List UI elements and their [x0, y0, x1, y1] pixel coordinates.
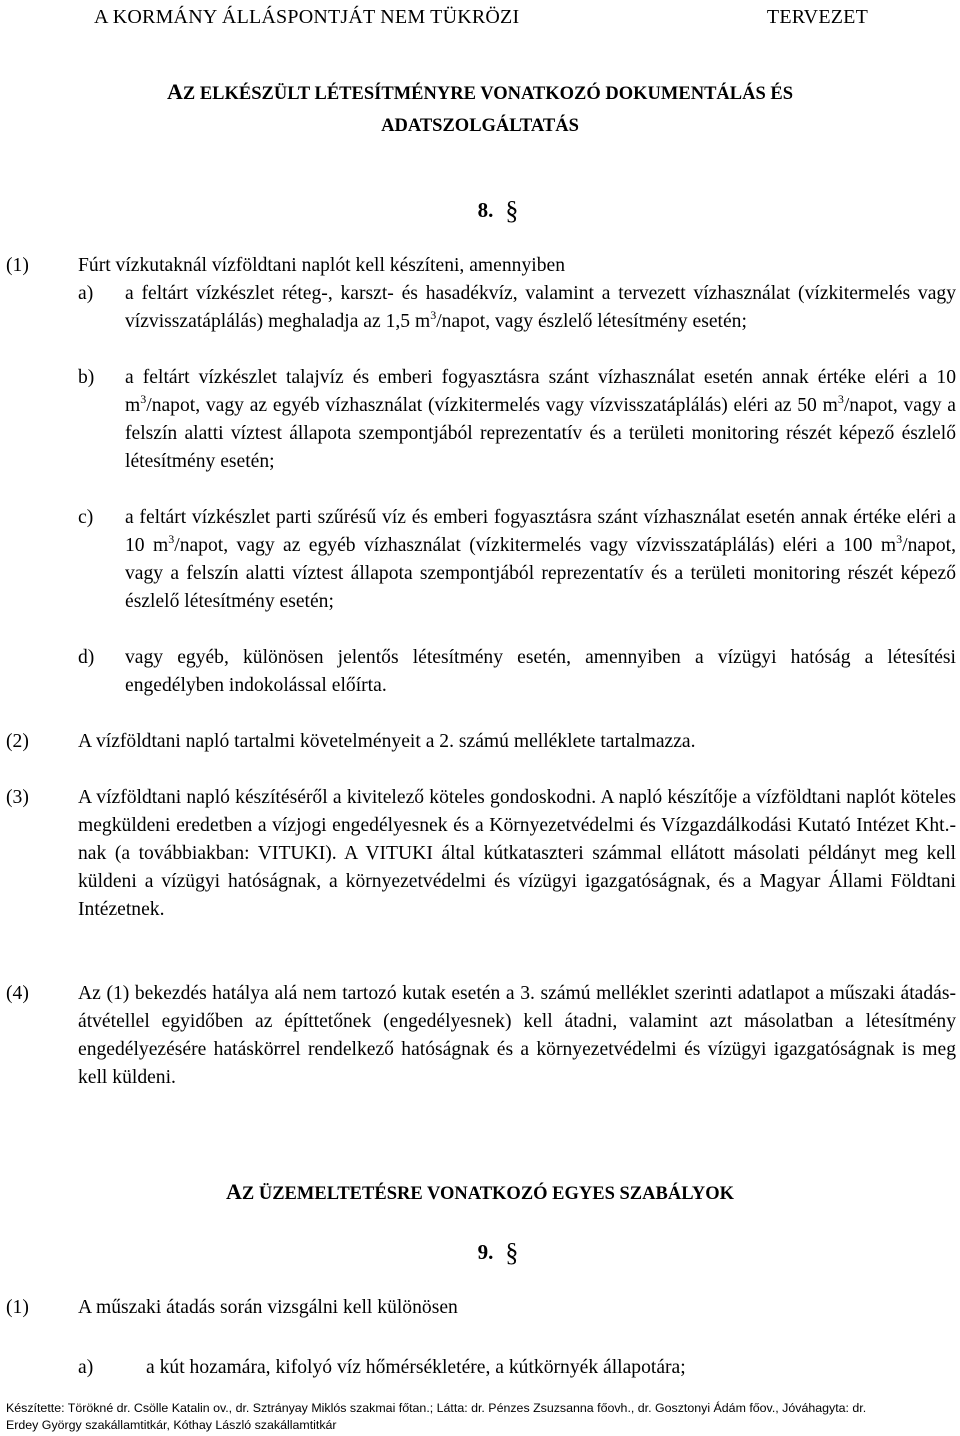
- paragraph-2: [6, 728, 956, 756]
- list-item-text: a feltárt vízkészlet parti szűrésű víz és emberi fogyasztásra szánt vízhasználat esetén annak értéke eléri a 10 $m^3$/napot, vagy az egyéb vízhasználat (vízkitermelés vagy vízvisszatáplálás) eléri a 100 $m^3$/napot, vagy a felszín alatti víztest állapota szempontjából reprezentatív és a területi monitoring részét képező észlelő létesítmény esetén;: [125, 507, 956, 612]
- paragraph-number: 9.: [477, 1240, 494, 1264]
- paragraph-3: [6, 784, 956, 924]
- section2-paragraph-1: [6, 1294, 956, 1322]
- section2-paragraph-1-text: A műszaki átadás során vizsgálni kell különösen: [78, 1297, 458, 1318]
- footer: [6, 1400, 956, 1434]
- section2-title: [0, 1176, 960, 1210]
- section1-paragraph-heading: [18, 196, 960, 225]
- section1-title: [0, 76, 960, 110]
- list-item-c: [78, 504, 956, 616]
- list-item-label: b): [78, 367, 95, 388]
- paragraph-1: [6, 252, 956, 280]
- section-sign-icon: §: [505, 1238, 519, 1267]
- section-sign-icon: §: [505, 196, 519, 225]
- list-item-label: c): [78, 507, 94, 528]
- header-right: TERVEZET: [766, 6, 868, 28]
- section2-list-item-a: [78, 1354, 956, 1382]
- list-item-text: a feltárt vízkészlet réteg-, karszt- és hasadékvíz, valamint a tervezett vízhasználat (vízkitermelés vagy vízvisszatáplálás) meghaladja az 1,5 $m^3$/napot, vagy észlelő létesítmény esetén;: [125, 283, 956, 332]
- paragraph-2-number: (2): [6, 731, 29, 752]
- paragraph-number: 8.: [477, 198, 494, 222]
- paragraph-3-text: A vízföldtani napló készítéséről a kivitelező köteles gondoskodni. A napló készítője a vízföldtani naplót köteles megküldeni eredetben a vízjogi engedélyesnek és a Környezetvédelmi és Vízgazdálkodási Kutató Intézet Kht.-nak (a továbbiakban: VITUKI). A VITUKI által kútkataszteri számmal ellátott másolati példányt meg kell küldeni a vízügyi hatóságnak, a környezetvédelmi és vízügyi igazgatóságnak, és a Magyar Állami Földtani Intézetnek.: [78, 787, 956, 920]
- section2-title-initial: A: [226, 1179, 242, 1204]
- section1-title-line2: ADATSZOLGÁLTATÁS: [381, 116, 579, 136]
- section2-paragraph-1-number: (1): [6, 1297, 29, 1318]
- paragraph-4: [6, 980, 956, 1092]
- section2-title-rest: Z ÜZEMELTETÉSRE VONATKOZÓ EGYES SZABÁLYOK: [241, 1184, 734, 1204]
- section2-paragraph-heading: [18, 1238, 960, 1267]
- paragraph-3-number: (3): [6, 787, 29, 808]
- list-item-text: a kút hozamára, kifolyó víz hőmérsékletére, a kútkörnyék állapotára;: [146, 1357, 686, 1378]
- section1-title-initial: A: [166, 79, 183, 104]
- list-item-b: [78, 364, 956, 476]
- paragraph-4-number: (4): [6, 983, 29, 1004]
- list-item-text: a feltárt vízkészlet talajvíz és emberi fogyasztásra szánt vízhasználat esetén annak értéke eléri a 10 $m^3$/napot, vagy az egyéb vízhasználat (vízkitermelés vagy vízvisszatáplálás) eléri az 50 $m^3$/napot, vagy a felszín alatti víztest állapota szempontjából reprezentatív és a területi monitoring részét képező észlelő létesítmény esetén;: [125, 367, 956, 472]
- list-item-label: d): [78, 647, 95, 668]
- list-item-d: [78, 644, 956, 700]
- paragraph-1-text: Fúrt vízkutaknál vízföldtani naplót kell készíteni, amennyiben: [78, 255, 565, 276]
- paragraph-1-number: (1): [6, 255, 29, 276]
- footer-line-2: Erdey György szakállamtitkár, Kóthay László szakállamtitkár: [6, 1418, 337, 1432]
- header-left: A KORMÁNY ÁLLÁSPONTJÁT NEM TÜKRÖZI: [94, 6, 520, 28]
- paragraph-2-text: A vízföldtani napló tartalmi követelményeit a 2. számú melléklete tartalmazza.: [78, 731, 696, 752]
- list-item-text: vagy egyéb, különösen jelentős létesítmény esetén, amennyiben a vízügyi hatóság a létesítési engedélyben indokolással előírta.: [125, 647, 956, 696]
- list-item-label: a): [78, 283, 94, 304]
- list-item-a: [78, 280, 956, 336]
- paragraph-4-text: Az (1) bekezdés hatálya alá nem tartozó kutak esetén a 3. számú melléklet szerinti adatlapot a műszaki átadás-átvétellel egyidőben az építtetőnek (engedélyesnek) kell átadni, valamint azt másolatban a létesítmény engedélyezésére hatáskörrel rendelkező hatóságnak és a környezetvédelmi és vízügyi igazgatóságnak is meg kell küldeni.: [78, 983, 956, 1088]
- section1-title-line1: Z ELKÉSZÜLT LÉTESÍTMÉNYRE VONATKOZÓ DOKUMENTÁLÁS ÉS: [182, 84, 794, 104]
- footer-line-1: Készítette: Törökné dr. Csölle Katalin ov., dr. Sztrányay Miklós szakmai főtan.; Látta: dr. Pénzes Zsuzsanna főovh., dr. Gosztonyi Ádám főov., Jóváhagyta: dr.: [6, 1401, 867, 1415]
- list-item-label: a): [78, 1357, 94, 1378]
